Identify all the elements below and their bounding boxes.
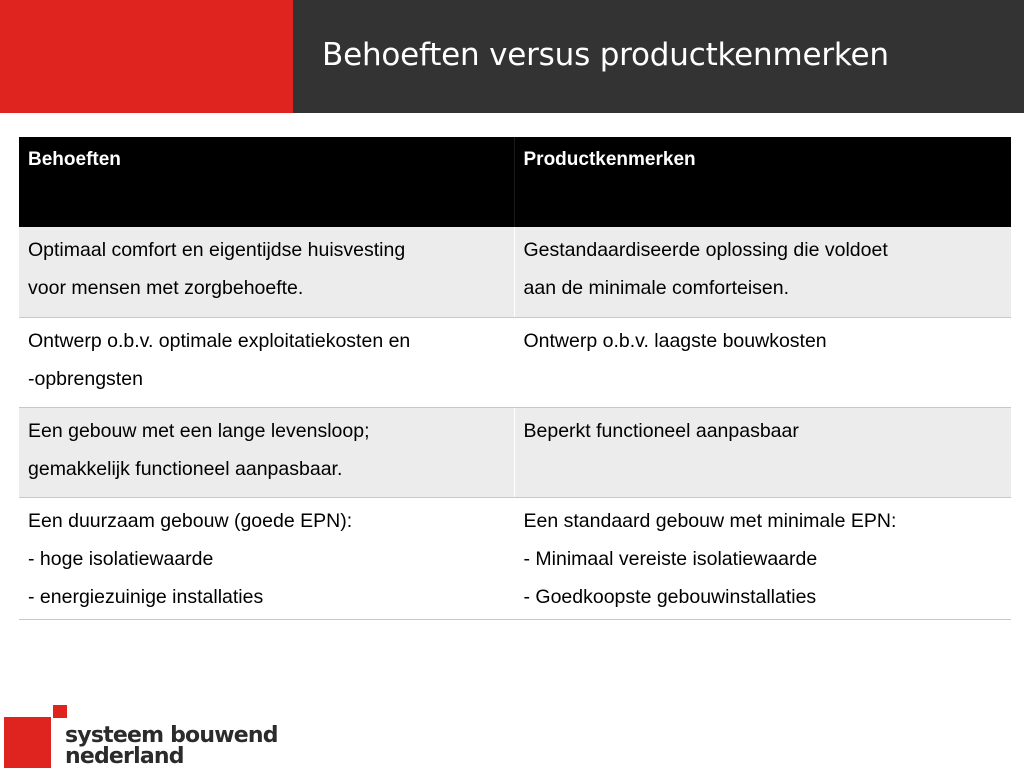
- cell-line: - Goedkoopste gebouwinstallaties: [523, 585, 817, 608]
- table-row: [19, 497, 1011, 619]
- company-logo: [0, 700, 280, 768]
- table-cell-behoefte: [19, 317, 514, 407]
- header-productkenmerken: Productkenmerken: [514, 137, 1011, 227]
- logo-red-square-icon: [4, 717, 51, 768]
- logo-line-2: nederland: [65, 744, 184, 769]
- table-cell-productkenmerk: [514, 317, 1011, 407]
- table-cell-productkenmerk: [514, 497, 1011, 619]
- comparison-table-container: [19, 137, 1011, 620]
- cell-line: - hoge isolatiewaarde: [28, 547, 214, 570]
- table-row: [19, 227, 1011, 317]
- cell-line: - Minimaal vereiste isolatiewaarde: [523, 547, 818, 570]
- title-bar: [293, 0, 1024, 113]
- cell-line: Optimaal comfort en eigentijdse huisvesting: [28, 239, 406, 261]
- table-row: [19, 407, 1011, 497]
- table-cell-behoefte: [19, 497, 514, 619]
- logo-small-square-icon: [53, 705, 67, 718]
- cell-line: - energiezuinige installaties: [28, 585, 264, 608]
- cell-line: -opbrengsten: [28, 367, 143, 390]
- logo-wordmark: [65, 725, 278, 767]
- header-red-block: [0, 0, 293, 113]
- cell-line: aan de minimale comforteisen.: [523, 277, 790, 299]
- cell-line: Ontwerp o.b.v. laagste bouwkosten: [523, 329, 827, 352]
- table-cell-productkenmerk: [514, 407, 1011, 497]
- table-header-row: [19, 137, 1011, 227]
- cell-line: Beperkt functioneel aanpasbaar: [523, 419, 799, 442]
- table-cell-behoefte: [19, 227, 514, 317]
- slide-title: Behoeften versus productkenmerken: [322, 37, 889, 73]
- cell-line: Een gebouw met een lange levensloop;: [28, 419, 370, 442]
- cell-line: Een standaard gebouw met minimale EPN:: [523, 509, 897, 532]
- logo-line-1: systeem bouwend: [65, 723, 278, 748]
- cell-line: gemakkelijk functioneel aanpasbaar.: [28, 457, 343, 480]
- table-cell-productkenmerk: [514, 227, 1011, 317]
- comparison-table: [19, 137, 1011, 620]
- table-cell-behoefte: [19, 407, 514, 497]
- cell-line: Een duurzaam gebouw (goede EPN):: [28, 509, 353, 532]
- header-behoeften: Behoeften: [19, 137, 514, 227]
- cell-line: voor mensen met zorgbehoefte.: [28, 277, 304, 299]
- table-row: [19, 317, 1011, 407]
- cell-line: Gestandaardiseerde oplossing die voldoet: [523, 239, 888, 261]
- cell-line: Ontwerp o.b.v. optimale exploitatiekosten en: [28, 329, 411, 352]
